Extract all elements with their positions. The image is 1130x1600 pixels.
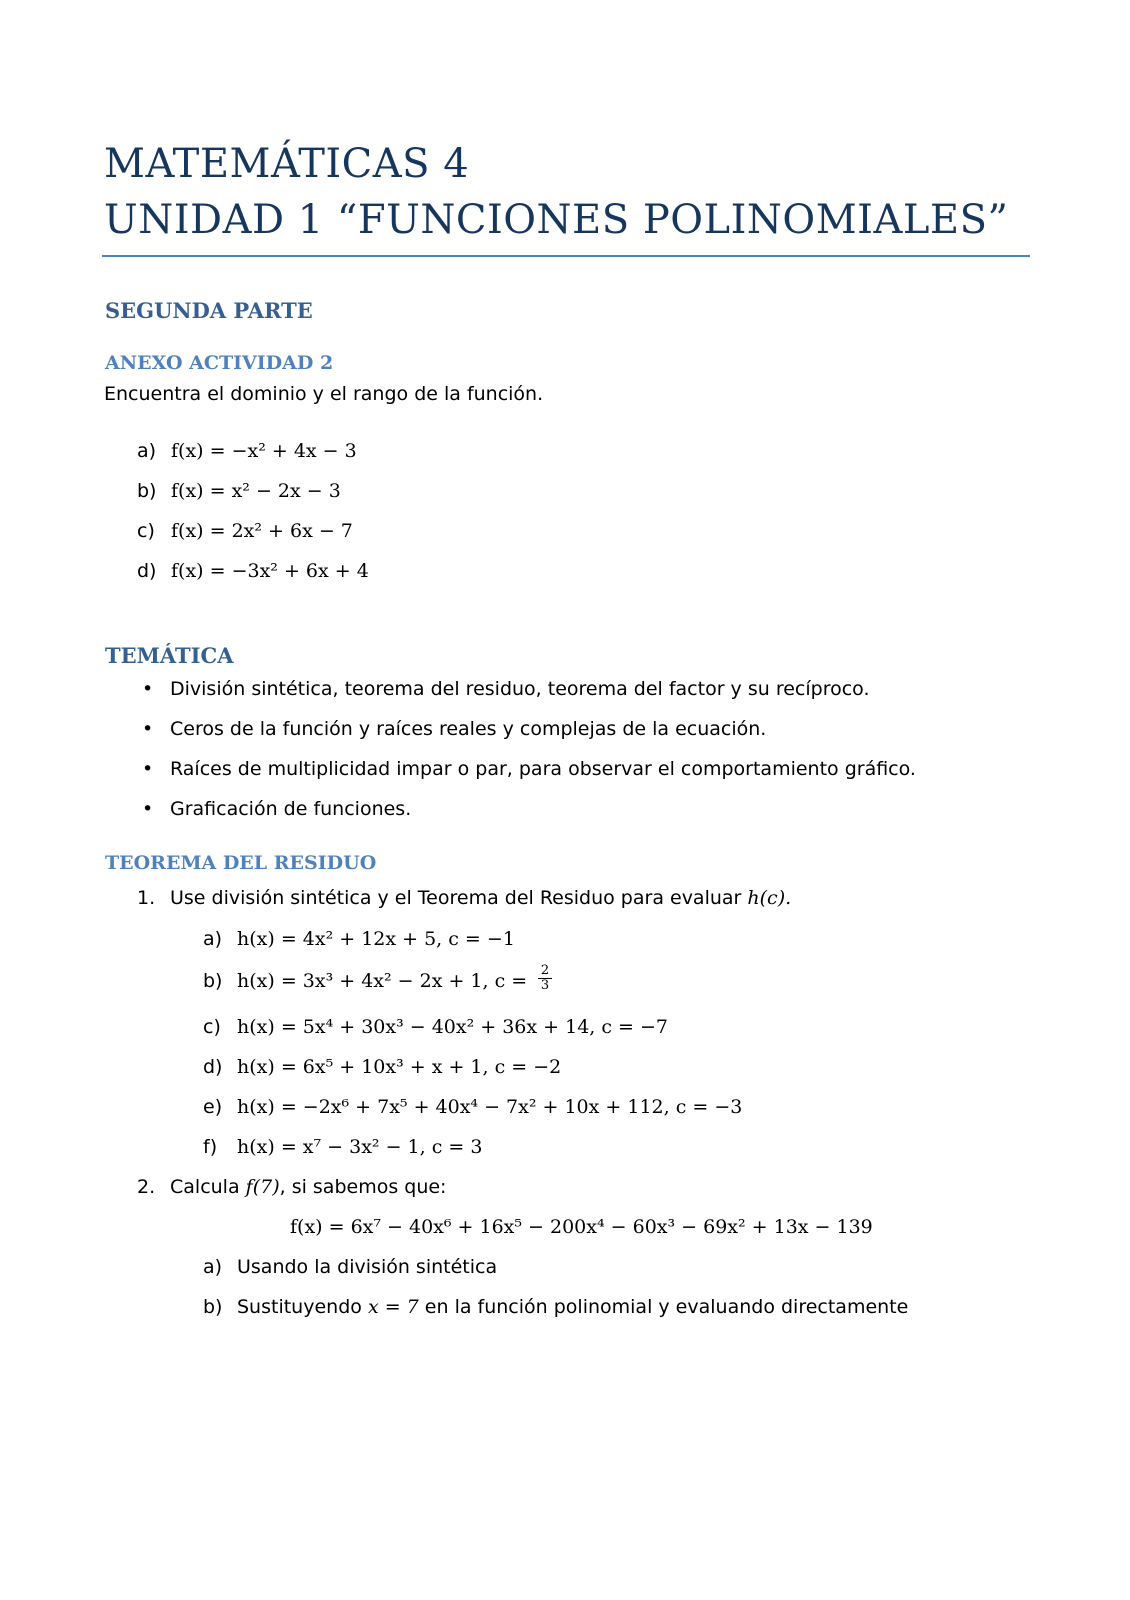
fraction-denominator: 3: [540, 978, 550, 993]
q1-item-expr: h(x) = x⁷ − 3x² − 1, c = 3: [237, 1136, 483, 1158]
q1-item-expr: h(x) = 4x² + 12x + 5, c = −1: [237, 928, 515, 950]
question-1-prompt: Use división sintética y el Teorema del Residuo para evaluar: [170, 887, 742, 909]
anexo-item-expr: f(x) = −3x² + 6x + 4: [171, 560, 369, 582]
title-line-2: UNIDAD 1 “FUNCIONES POLINOMIALES”: [104, 197, 1009, 243]
q1-item-label: e): [203, 1096, 223, 1118]
tematica-item: Raíces de multiplicidad impar o par, para observar el comportamiento gráfico.: [170, 758, 916, 780]
subsection-heading-teorema: TEOREMA DEL RESIDUO: [105, 852, 377, 874]
anexo-item-expr: f(x) = 2x² + 6x − 7: [171, 520, 353, 542]
q1-item-expr: h(x) = 3x³ + 4x² − 2x + 1, c =: [237, 970, 528, 992]
q1-item-label: b): [203, 970, 223, 992]
question-2-prompt-b: , si sabemos que:: [279, 1176, 447, 1198]
q1-item-label: f): [203, 1136, 218, 1158]
question-number: 1.: [137, 887, 156, 909]
q1-item-expr: h(x) = −2x⁶ + 7x⁵ + 40x⁴ − 7x² + 10x + 112, c = −3: [237, 1096, 743, 1118]
q1-item-expr: h(x) = 6x⁵ + 10x³ + x + 1, c = −2: [237, 1056, 562, 1078]
subsection-heading-anexo: ANEXO ACTIVIDAD 2: [105, 352, 334, 374]
q2-item-label: a): [203, 1256, 223, 1278]
title-underline: [102, 255, 1030, 257]
fraction-two-thirds: [538, 964, 552, 993]
anexo-item-label: a): [137, 440, 157, 462]
tematica-item: Ceros de la función y raíces reales y complejas de la ecuación.: [170, 718, 767, 740]
section-heading-tematica: TEMÁTICA: [105, 643, 234, 668]
question-2-text: [170, 1174, 446, 1200]
question-1-text: [170, 885, 791, 911]
tematica-item: División sintética, teorema del residuo, teorema del factor y su recíproco.: [170, 678, 870, 700]
polynomial-equation: f(x) = 6x⁷ − 40x⁶ + 16x⁵ − 200x⁴ − 60x³ − 69x² + 13x − 139: [290, 1216, 873, 1238]
section-heading-segunda-parte: SEGUNDA PARTE: [105, 298, 313, 323]
tematica-item: Graficación de funciones.: [170, 798, 412, 820]
bullet-glyph: •: [142, 798, 154, 820]
fraction-numerator: 2: [538, 964, 552, 979]
q1-item-expr: h(x) = 5x⁴ + 30x³ − 40x² + 36x + 14, c = −7: [237, 1016, 669, 1038]
q1-item-label: c): [203, 1016, 221, 1038]
anexo-instruction: Encuentra el dominio y el rango de la función.: [104, 383, 544, 405]
bullet-glyph: •: [142, 758, 154, 780]
q1-item-label: a): [203, 928, 223, 950]
document-title: [104, 136, 1008, 248]
q2-item-math: x = 7: [367, 1296, 419, 1318]
q2-item-text-a: Sustituyendo: [237, 1296, 362, 1318]
question-2-prompt-a: Calcula: [170, 1176, 240, 1198]
q1-item-label: d): [203, 1056, 223, 1078]
anexo-item-expr: f(x) = x² − 2x − 3: [171, 480, 341, 502]
bullet-glyph: •: [142, 718, 154, 740]
bullet-glyph: •: [142, 678, 154, 700]
q2-item-text: Usando la división sintética: [237, 1256, 498, 1278]
anexo-item-label: d): [137, 560, 157, 582]
q2-item-label: b): [203, 1296, 223, 1318]
question-1-math: h(c).: [747, 887, 792, 909]
anexo-item-label: c): [137, 520, 155, 542]
anexo-item-expr: f(x) = −x² + 4x − 3: [171, 440, 357, 462]
question-2-math: f(7): [245, 1176, 280, 1198]
title-line-1: MATEMÁTICAS 4: [104, 141, 470, 187]
anexo-item-label: b): [137, 480, 157, 502]
question-number: 2.: [137, 1176, 156, 1198]
q2-item-text: [237, 1294, 908, 1320]
q2-item-text-b: en la función polinomial y evaluando directamente: [424, 1296, 909, 1318]
